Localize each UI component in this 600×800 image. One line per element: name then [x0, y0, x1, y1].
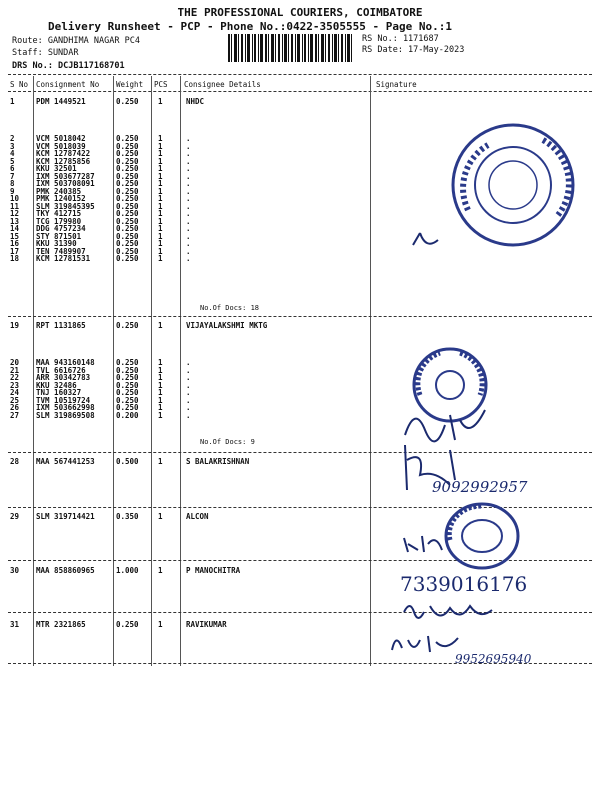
row-pcs: 1	[158, 403, 163, 412]
row-weight: 0.250	[116, 620, 139, 629]
row-weight: 0.250	[116, 201, 139, 211]
docs-count-note: No.Of Docs: 9	[200, 438, 255, 446]
row-pcs: 1	[158, 566, 163, 575]
row-pcs: 1	[158, 216, 163, 226]
docs-count-note: No.Of Docs: 18	[200, 304, 260, 312]
column-header-signature: Signature	[376, 80, 417, 89]
row-sno: 11	[10, 201, 20, 211]
row-consignment-no: PMK 240385	[36, 186, 82, 196]
row-sno: 28	[10, 457, 20, 466]
row-weight: 0.250	[116, 186, 139, 196]
row-sno: 23	[10, 380, 20, 390]
row-pcs: 1	[158, 254, 163, 263]
row-pcs: 1	[158, 365, 163, 375]
row-consignment-no: STY 871501	[36, 231, 82, 241]
row-pcs: 1	[158, 179, 163, 188]
row-consignment-no: DDG 4757234	[36, 224, 86, 233]
row-consignee: .	[186, 388, 191, 397]
row-sno: 15	[10, 231, 20, 241]
row-pcs: 1	[158, 512, 163, 521]
row-weight: 0.250	[116, 164, 139, 173]
row-pcs: 1	[158, 224, 163, 233]
row-pcs: 1	[158, 149, 163, 158]
row-weight: 0.250	[116, 171, 139, 181]
row-weight: 0.250	[116, 380, 139, 390]
row-consignee: ALCON	[186, 512, 209, 521]
row-consignee: .	[186, 410, 191, 420]
row-weight: 0.250	[116, 231, 139, 241]
row-weight: 0.250	[116, 373, 139, 382]
handwritten-phone: 9952695940	[455, 652, 532, 666]
column-divider	[180, 76, 181, 666]
row-consignee: .	[186, 141, 191, 151]
row-sno: 17	[10, 246, 20, 256]
row-weight: 1.000	[116, 566, 139, 575]
row-sno: 31	[10, 620, 20, 629]
row-pcs: 1	[158, 171, 163, 181]
row-consignee: .	[186, 194, 191, 203]
handwritten-phone: 9092992957	[432, 478, 528, 496]
row-consignee: .	[186, 164, 191, 173]
rs-date: RS Date: 17-May-2023	[362, 45, 465, 55]
row-weight: 0.250	[116, 216, 139, 226]
row-weight: 0.250	[116, 395, 139, 405]
row-pcs: 1	[158, 164, 163, 173]
row-consignment-no: MAA 943160148	[36, 358, 95, 367]
row-consignee: S BALAKRISHNAN	[186, 457, 250, 466]
row-sno: 16	[10, 239, 20, 248]
row-consignment-no: KCM 12781531	[36, 254, 91, 263]
row-consignee: .	[186, 358, 191, 367]
row-sno: 6	[10, 164, 15, 173]
row-consignee: VIJAYALAKSHMI MKTG	[186, 321, 268, 330]
row-sno: 18	[10, 254, 20, 263]
row-consignment-no: ARR 30342783	[36, 373, 91, 382]
row-consignment-no: PMK 1240152	[36, 194, 86, 203]
row-sno: 10	[10, 194, 20, 203]
column-divider	[113, 76, 114, 666]
row-pcs: 1	[158, 246, 163, 256]
row-sno: 30	[10, 566, 20, 575]
row-weight: 0.250	[116, 134, 139, 143]
signature-mark	[400, 598, 500, 626]
row-sno: 22	[10, 373, 20, 382]
column-divider	[370, 76, 371, 666]
row-pcs: 1	[158, 156, 163, 166]
row-pcs: 1	[158, 388, 163, 397]
row-pcs: 1	[158, 380, 163, 390]
route-label: Route: GANDHIMA NAGAR PC4	[12, 36, 140, 46]
row-consignment-no: RPT 1131865	[36, 321, 86, 330]
row-consignee: .	[186, 395, 191, 405]
row-pcs: 1	[158, 186, 163, 196]
row-sno: 19	[10, 321, 20, 330]
row-sno: 26	[10, 403, 20, 412]
row-consignment-no: KKU 32486	[36, 380, 77, 390]
row-weight: 0.250	[116, 156, 139, 166]
row-consignment-no: MAA 858860965	[36, 566, 95, 575]
row-consignment-no: KCM 12785856	[36, 156, 91, 166]
group-separator	[8, 612, 592, 613]
drs-number: DRS No.: DCJB117168701	[12, 61, 125, 71]
row-consignment-no: TEN 7489907	[36, 246, 86, 256]
row-weight: 0.250	[116, 321, 139, 330]
row-consignment-no: VCM 5018039	[36, 141, 86, 151]
row-pcs: 1	[158, 395, 163, 405]
row-consignment-no: KKU 32501	[36, 164, 77, 173]
row-consignment-no: SLM 319869508	[36, 410, 95, 420]
row-sno: 1	[10, 97, 15, 106]
signature-mark	[402, 532, 448, 556]
row-consignee: .	[186, 216, 191, 226]
row-consignment-no: KKU 31390	[36, 239, 77, 248]
row-consignment-no: IXM 503662998	[36, 403, 95, 412]
row-weight: 0.250	[116, 179, 139, 188]
row-sno: 24	[10, 388, 20, 397]
row-sno: 2	[10, 134, 15, 143]
row-sno: 8	[10, 179, 15, 188]
header-rule-top	[8, 74, 592, 75]
row-consignment-no: TVL 6616726	[36, 365, 86, 375]
row-consignment-no: SLM 319714421	[36, 512, 95, 521]
row-sno: 21	[10, 365, 20, 375]
row-consignee: P MANOCHITRA	[186, 566, 241, 575]
row-sno: 3	[10, 141, 15, 151]
row-consignment-no: TNJ 160327	[36, 388, 82, 397]
row-consignee: .	[186, 224, 191, 233]
barcode-icon	[228, 34, 352, 62]
row-pcs: 1	[158, 239, 163, 248]
row-sno: 27	[10, 410, 20, 420]
staff-label: Staff: SUNDAR	[12, 48, 79, 58]
row-consignee: .	[186, 231, 191, 241]
row-consignment-no: TKY 412715	[36, 209, 82, 218]
row-consignee: .	[186, 365, 191, 375]
row-sno: 20	[10, 358, 20, 367]
row-sno: 29	[10, 512, 20, 521]
row-consignment-no: VCM 5018042	[36, 134, 86, 143]
row-pcs: 1	[158, 620, 163, 629]
handwritten-phone: 7339016176	[400, 572, 528, 596]
column-divider	[33, 76, 34, 666]
row-consignee: .	[186, 134, 191, 143]
row-pcs: 1	[158, 194, 163, 203]
row-pcs: 1	[158, 457, 163, 466]
signature-mark	[408, 225, 448, 255]
row-weight: 0.250	[116, 239, 139, 248]
document-subtitle: Delivery Runsheet - PCP - Phone No.:0422-3505555 - Page No.:1	[48, 20, 452, 33]
rs-number: RS No.: 1171687	[362, 34, 439, 44]
row-weight: 0.250	[116, 388, 139, 397]
row-sno: 9	[10, 186, 15, 196]
row-sno: 25	[10, 395, 20, 405]
row-pcs: 1	[158, 141, 163, 151]
row-sno: 13	[10, 216, 20, 226]
row-consignee: .	[186, 201, 191, 211]
row-weight: 0.250	[116, 194, 139, 203]
row-consignee: .	[186, 179, 191, 188]
row-consignee: .	[186, 246, 191, 256]
alcon-stamp-icon	[442, 500, 522, 572]
row-consignee: .	[186, 239, 191, 248]
header-rule-bottom	[8, 91, 592, 92]
row-consignment-no: TCG 179980	[36, 216, 82, 226]
row-sno: 14	[10, 224, 20, 233]
column-header-consignment: Consignment No	[36, 80, 100, 89]
row-sno: 7	[10, 171, 15, 181]
row-weight: 0.250	[116, 141, 139, 151]
row-weight: 0.250	[116, 149, 139, 158]
row-consignment-no: MAA 567441253	[36, 457, 95, 466]
row-consignee: .	[186, 149, 191, 158]
row-sno: 12	[10, 209, 20, 218]
row-pcs: 1	[158, 410, 163, 420]
column-header-sno: S No	[10, 80, 29, 89]
row-consignment-no: SLM 319845395	[36, 201, 95, 211]
row-consignment-no: IXM 503677287	[36, 171, 95, 181]
row-consignee: .	[186, 403, 191, 412]
row-sno: 4	[10, 149, 15, 158]
column-header-consignee: Consignee Details	[184, 80, 261, 89]
row-weight: 0.250	[116, 254, 139, 263]
row-pcs: 1	[158, 231, 163, 241]
row-pcs: 1	[158, 373, 163, 382]
row-consignment-no: MTR 2321865	[36, 620, 86, 629]
courier-stamp-icon	[448, 120, 578, 250]
row-pcs: 1	[158, 134, 163, 143]
row-pcs: 1	[158, 201, 163, 211]
column-header-weight: Weight	[116, 80, 144, 89]
row-pcs: 1	[158, 321, 163, 330]
group-separator	[8, 316, 592, 317]
row-pcs: 1	[158, 97, 163, 106]
row-consignee: .	[186, 373, 191, 382]
row-weight: 0.250	[116, 358, 139, 367]
row-pcs: 1	[158, 209, 163, 218]
row-consignee: .	[186, 380, 191, 390]
column-header-pcs: PCS	[154, 80, 168, 89]
row-consignment-no: KCM 12787422	[36, 149, 91, 158]
row-consignee: RAVIKUMAR	[186, 620, 227, 629]
row-consignee: .	[186, 254, 191, 263]
row-consignee: .	[186, 171, 191, 181]
row-pcs: 1	[158, 358, 163, 367]
row-consignment-no: TVM 10519724	[36, 395, 91, 405]
row-sno: 5	[10, 156, 15, 166]
group-separator	[8, 452, 592, 453]
row-weight: 0.350	[116, 512, 139, 521]
row-consignee: NHDC	[186, 97, 205, 106]
row-weight: 0.250	[116, 246, 139, 256]
row-weight: 0.200	[116, 410, 139, 420]
row-consignee: .	[186, 186, 191, 196]
row-weight: 0.500	[116, 457, 139, 466]
column-divider	[151, 76, 152, 666]
row-consignment-no: IXM 503708091	[36, 179, 95, 188]
row-weight: 0.250	[116, 403, 139, 412]
row-weight: 0.250	[116, 97, 139, 106]
row-consignee: .	[186, 156, 191, 166]
row-weight: 0.250	[116, 224, 139, 233]
row-consignee: .	[186, 209, 191, 218]
row-weight: 0.250	[116, 209, 139, 218]
row-weight: 0.250	[116, 365, 139, 375]
document-title: THE PROFESSIONAL COURIERS, COIMBATORE	[177, 6, 423, 19]
row-consignment-no: PDM 1449521	[36, 97, 86, 106]
